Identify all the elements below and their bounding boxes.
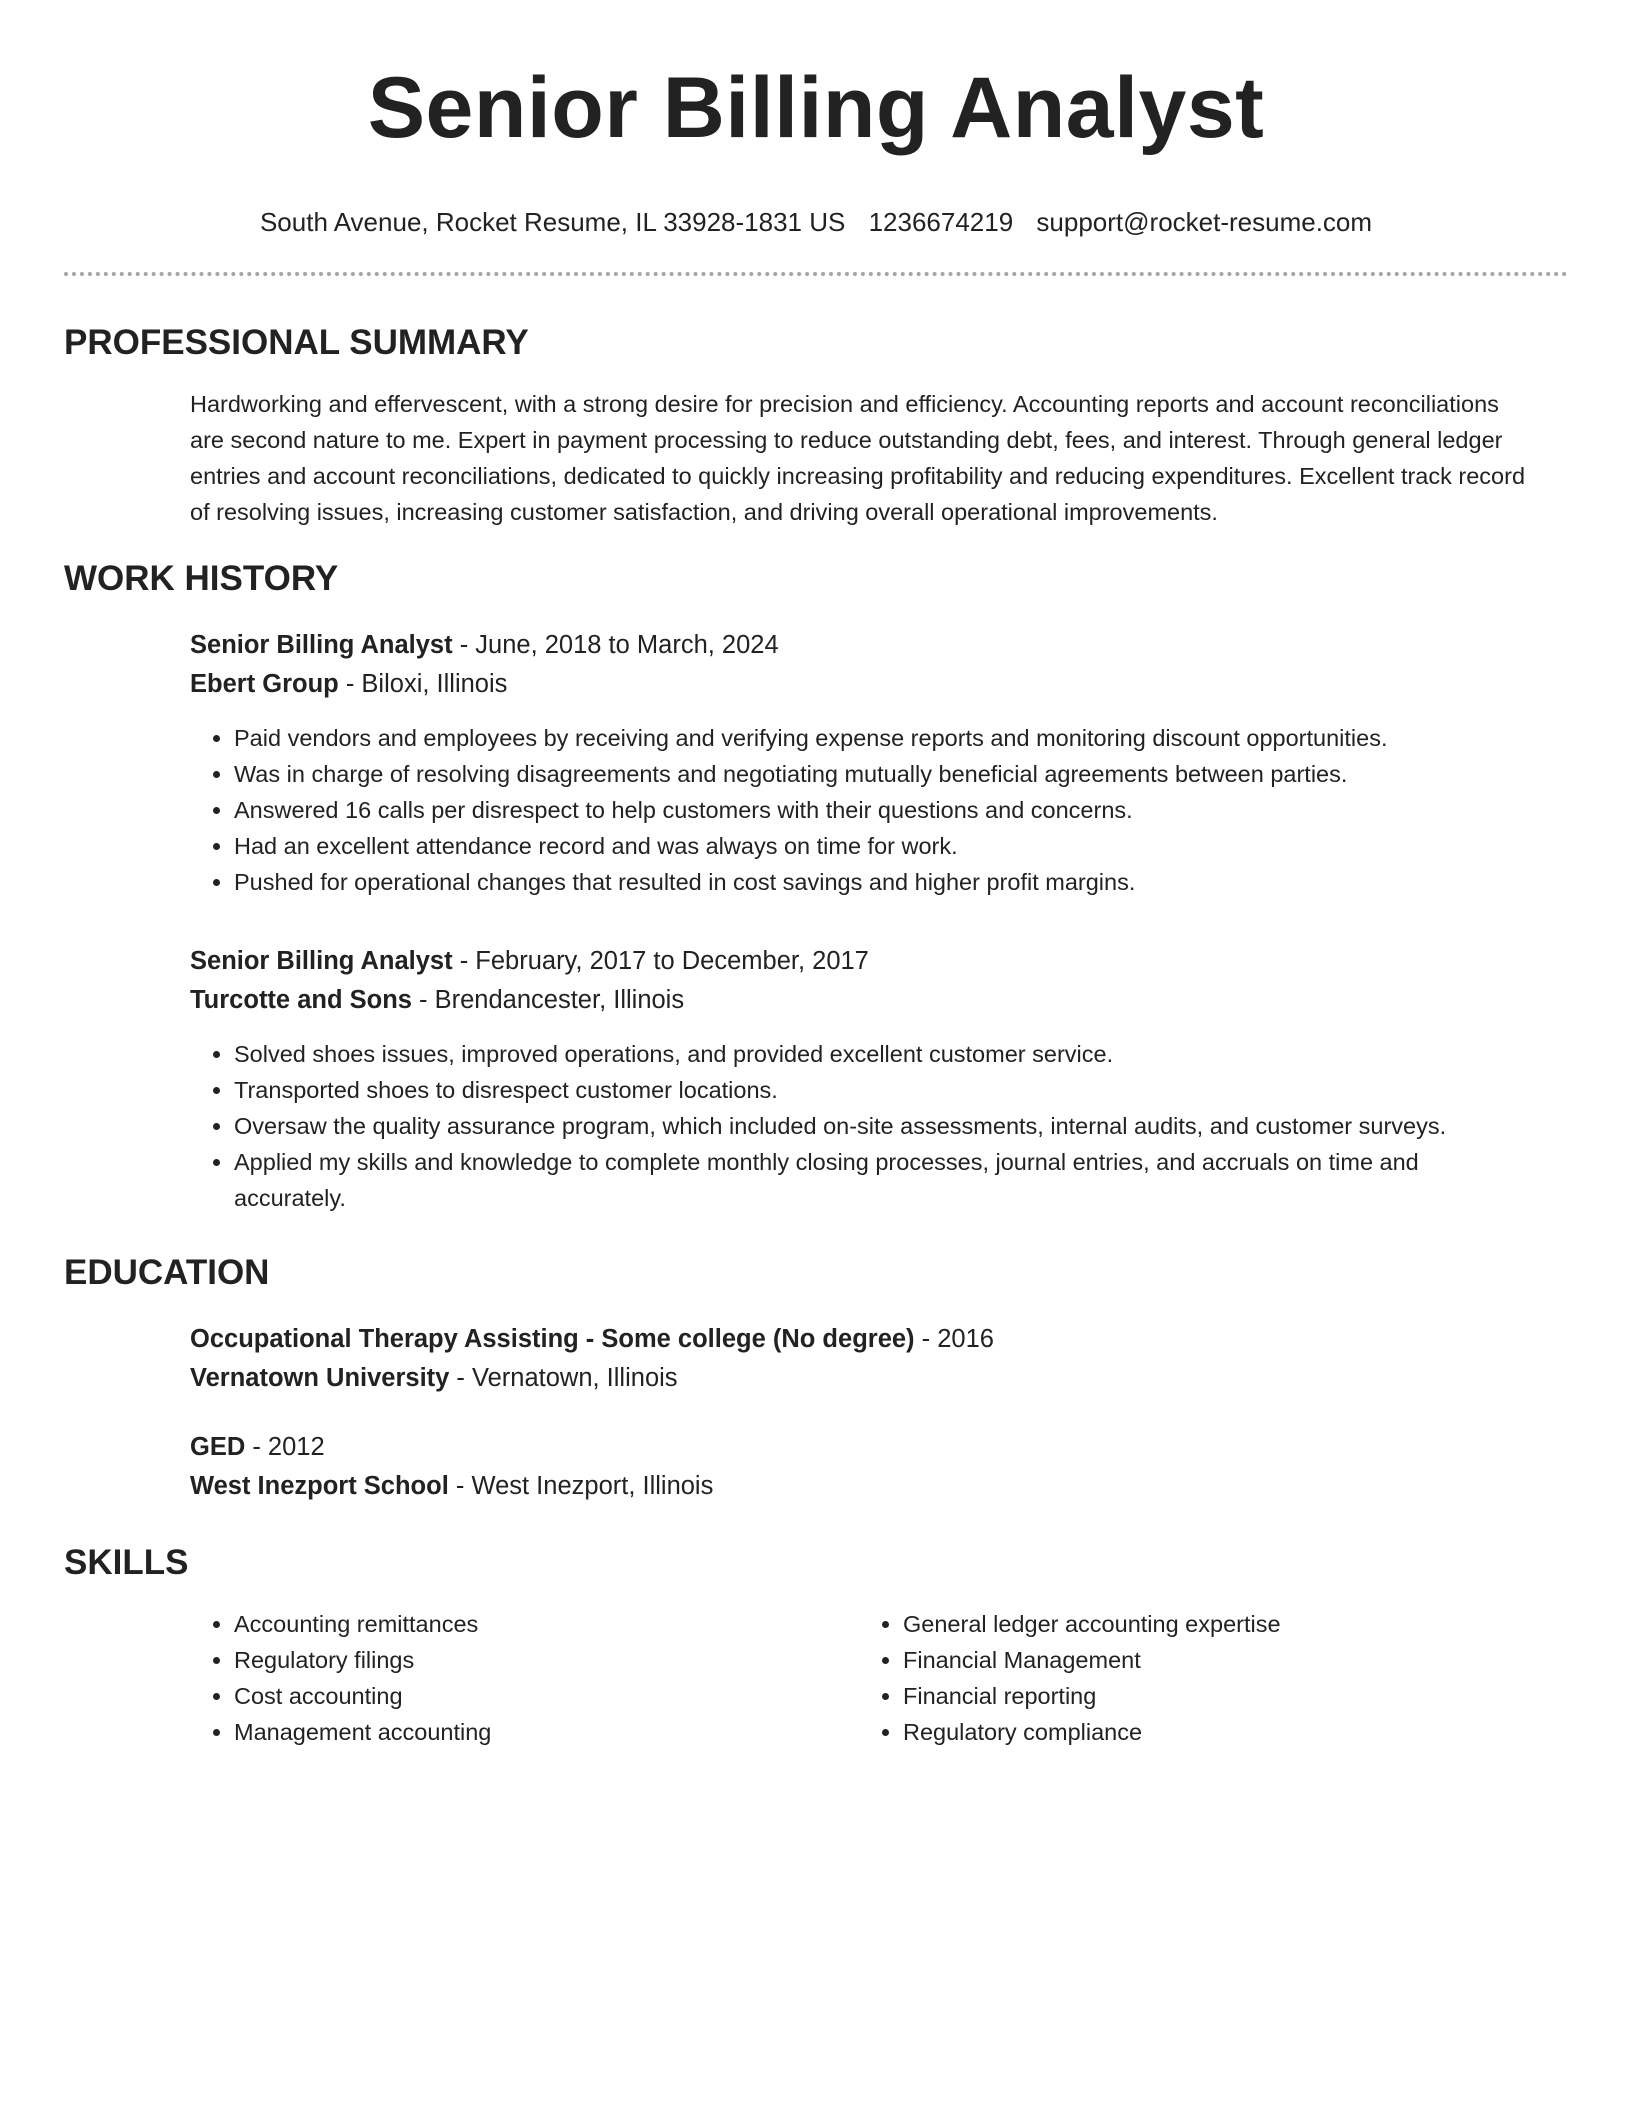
education-year: - 2016: [914, 1325, 994, 1353]
education-school-line: [190, 1467, 1528, 1506]
job-bullet: • Applied my skills and knowledge to complete monthly closing processes, journal entries, and accruals on time and accurately.: [234, 1144, 1528, 1216]
job-company: Ebert Group: [190, 670, 339, 698]
contact-phone: 1236674219: [868, 207, 1014, 237]
skills-column-right: [859, 1606, 1528, 1750]
education-degree: GED: [190, 1433, 246, 1461]
job-company-line: [190, 981, 1528, 1020]
skill-item: • Financial reporting: [903, 1678, 1528, 1714]
resume-title: Senior Billing Analyst: [367, 60, 1265, 156]
skill-item: • Accounting remittances: [234, 1606, 859, 1642]
job-bullet: • Had an excellent attendance record and was always on time for work.: [234, 828, 1528, 864]
skill-item: • Financial Management: [903, 1642, 1528, 1678]
summary-text: Hardworking and effervescent, with a strong desire for precision and efficiency. Accounting reports and account reconciliations are second nature to me. Expert in payment processing to reduce outstanding debt, fees, and interest. Through general ledger entries and account reconciliations, dedicated to quickly increasing profitability and reducing expenditures. Excellent track record of resolving issues, increasing customer satisfaction, and driving overall operational improvements.: [190, 391, 1526, 525]
header-divider: [64, 272, 1568, 276]
summary-heading: PROFESSIONAL SUMMARY: [64, 323, 529, 362]
education-entry: [190, 1320, 1528, 1398]
skills-grid: [190, 1606, 1528, 1750]
job-bullets: [190, 720, 1528, 900]
education-degree-line: [190, 1428, 1528, 1467]
education-location: - West Inezport, Illinois: [448, 1472, 714, 1500]
education-school: West Inezport School: [190, 1472, 449, 1500]
job-bullet: • Answered 16 calls per disrespect to help customers with their questions and concerns.: [234, 792, 1528, 828]
skill-item: • Cost accounting: [234, 1678, 859, 1714]
job-bullet: • Pushed for operational changes that resulted in cost savings and higher profit margins.: [234, 864, 1528, 900]
job-title: Senior Billing Analyst: [190, 947, 453, 975]
education-school-line: [190, 1359, 1528, 1398]
job-dates: - June, 2018 to March, 2024: [452, 631, 779, 659]
job-entry: [190, 942, 1528, 1216]
skill-item: • General ledger accounting expertise: [903, 1606, 1528, 1642]
job-title: Senior Billing Analyst: [190, 631, 453, 659]
job-bullet: • Transported shoes to disrespect customer locations.: [234, 1072, 1528, 1108]
education-degree-line: [190, 1320, 1528, 1359]
job-entry: [190, 626, 1528, 900]
job-location: - Brendancester, Illinois: [411, 986, 685, 1014]
job-bullet: • Oversaw the quality assurance program, which included on-site assessments, internal audits, and customer surveys.: [234, 1108, 1528, 1144]
skills-heading: SKILLS: [64, 1543, 189, 1582]
education-school: Vernatown University: [190, 1364, 450, 1392]
education-heading: EDUCATION: [64, 1253, 270, 1292]
job-company-line: [190, 665, 1528, 704]
skills-column-left: [190, 1606, 859, 1750]
summary-section: [64, 386, 1568, 530]
job-title-line: [190, 626, 1528, 665]
work-history-heading: WORK HISTORY: [64, 559, 339, 598]
job-title-line: [190, 942, 1528, 981]
contact-line: [64, 206, 1568, 238]
education-section: [64, 1320, 1568, 1506]
skills-section: [64, 1606, 1568, 1750]
job-company: Turcotte and Sons: [190, 986, 412, 1014]
job-bullet: • Paid vendors and employees by receiving and verifying expense reports and monitoring discount opportunities.: [234, 720, 1528, 756]
contact-email: support@rocket-resume.com: [1036, 207, 1373, 237]
job-bullet: • Was in charge of resolving disagreements and negotiating mutually beneficial agreements between parties.: [234, 756, 1528, 792]
contact-address: South Avenue, Rocket Resume, IL 33928-1831 US: [259, 207, 846, 237]
job-bullets: [190, 1036, 1528, 1216]
education-year: - 2012: [245, 1433, 325, 1461]
skill-item: • Regulatory compliance: [903, 1714, 1528, 1750]
education-entry: [190, 1428, 1528, 1506]
education-degree: Occupational Therapy Assisting - Some college (No degree): [190, 1325, 915, 1353]
job-dates: - February, 2017 to December, 2017: [452, 947, 869, 975]
skill-item: • Regulatory filings: [234, 1642, 859, 1678]
job-bullet: • Solved shoes issues, improved operations, and provided excellent customer service.: [234, 1036, 1528, 1072]
education-location: - Vernatown, Illinois: [449, 1364, 678, 1392]
job-location: - Biloxi, Illinois: [338, 670, 508, 698]
skill-item: • Management accounting: [234, 1714, 859, 1750]
work-history-section: [64, 626, 1568, 1216]
